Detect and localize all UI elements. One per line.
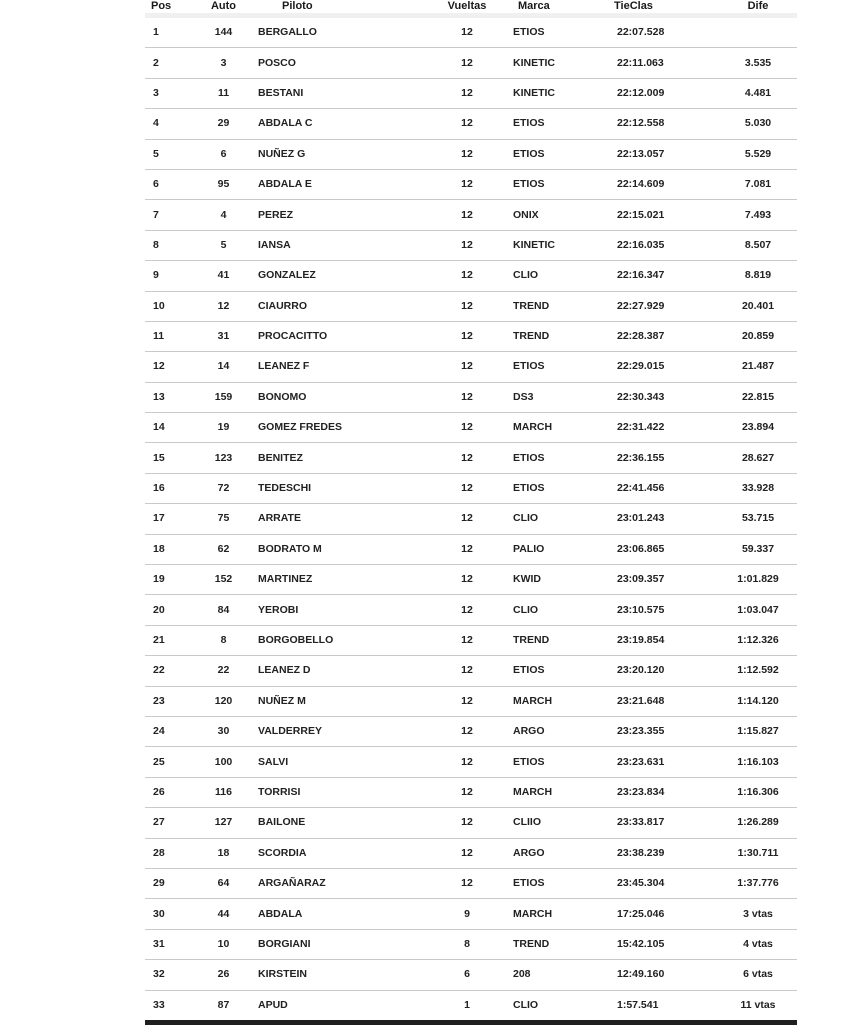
cell-dife: 3.535 (719, 48, 797, 78)
cell-marca: CLIO (502, 595, 598, 625)
cell-vueltas: 12 (432, 382, 502, 412)
cell-tieclas: 22:16.347 (598, 261, 719, 291)
cell-vueltas: 12 (432, 656, 502, 686)
cell-tieclas: 23:23.631 (598, 747, 719, 777)
cell-tieclas: 23:45.304 (598, 868, 719, 898)
cell-auto: 120 (201, 686, 246, 716)
cell-auto: 3 (201, 48, 246, 78)
cell-auto: 11 (201, 78, 246, 108)
cell-pos: 19 (145, 565, 201, 595)
table-row (145, 261, 797, 291)
cell-vueltas: 12 (432, 352, 502, 382)
cell-tieclas: 23:09.357 (598, 565, 719, 595)
cell-piloto: YEROBI (246, 595, 432, 625)
cell-auto: 100 (201, 747, 246, 777)
cell-vueltas: 12 (432, 16, 502, 48)
table-row (145, 291, 797, 321)
table-row (145, 899, 797, 929)
cell-piloto: IANSA (246, 230, 432, 260)
cell-auto: 116 (201, 777, 246, 807)
cell-auto: 144 (201, 16, 246, 48)
cell-pos: 22 (145, 656, 201, 686)
cell-vueltas: 12 (432, 230, 502, 260)
cell-dife: 20.401 (719, 291, 797, 321)
cell-piloto: LEANEZ F (246, 352, 432, 382)
cell-marca: MARCH (502, 777, 598, 807)
cell-pos: 30 (145, 899, 201, 929)
cell-auto: 72 (201, 473, 246, 503)
cell-auto: 18 (201, 838, 246, 868)
cell-piloto: ARRATE (246, 504, 432, 534)
cell-auto: 30 (201, 716, 246, 746)
cell-dife: 21.487 (719, 352, 797, 382)
cell-marca: ETIOS (502, 443, 598, 473)
cell-dife: 1:37.776 (719, 868, 797, 898)
cell-tieclas: 23:01.243 (598, 504, 719, 534)
cell-vueltas: 12 (432, 747, 502, 777)
cell-auto: 31 (201, 321, 246, 351)
cell-marca: ETIOS (502, 473, 598, 503)
cell-piloto: APUD (246, 990, 432, 1022)
cell-marca: CLIO (502, 990, 598, 1022)
cell-piloto: PROCACITTO (246, 321, 432, 351)
cell-pos: 32 (145, 960, 201, 990)
table-row (145, 686, 797, 716)
cell-tieclas: 22:36.155 (598, 443, 719, 473)
cell-auto: 6 (201, 139, 246, 169)
cell-dife: 22.815 (719, 382, 797, 412)
cell-tieclas: 23:21.648 (598, 686, 719, 716)
cell-piloto: BORGOBELLO (246, 625, 432, 655)
cell-dife: 1:14.120 (719, 686, 797, 716)
cell-dife (719, 16, 797, 48)
cell-vueltas: 12 (432, 838, 502, 868)
cell-marca: 208 (502, 960, 598, 990)
cell-tieclas: 17:25.046 (598, 899, 719, 929)
cell-auto: 41 (201, 261, 246, 291)
table-row (145, 808, 797, 838)
cell-piloto: ABDALA C (246, 109, 432, 139)
cell-piloto: BORGIANI (246, 929, 432, 959)
cell-vueltas: 12 (432, 109, 502, 139)
cell-marca: DS3 (502, 382, 598, 412)
cell-vueltas: 12 (432, 777, 502, 807)
cell-dife: 1:12.326 (719, 625, 797, 655)
table-row (145, 716, 797, 746)
cell-marca: TREND (502, 625, 598, 655)
cell-marca: ETIOS (502, 139, 598, 169)
table-row (145, 443, 797, 473)
cell-marca: ETIOS (502, 656, 598, 686)
cell-tieclas: 22:30.343 (598, 382, 719, 412)
cell-dife: 6 vtas (719, 960, 797, 990)
cell-pos: 26 (145, 777, 201, 807)
cell-dife: 1:16.103 (719, 747, 797, 777)
cell-tieclas: 22:11.063 (598, 48, 719, 78)
cell-piloto: ARGAÑARAZ (246, 868, 432, 898)
cell-tieclas: 22:13.057 (598, 139, 719, 169)
cell-auto: 87 (201, 990, 246, 1022)
cell-auto: 127 (201, 808, 246, 838)
cell-marca: ETIOS (502, 169, 598, 199)
cell-pos: 24 (145, 716, 201, 746)
cell-vueltas: 12 (432, 595, 502, 625)
cell-dife: 8.507 (719, 230, 797, 260)
cell-auto: 8 (201, 625, 246, 655)
cell-piloto: GONZALEZ (246, 261, 432, 291)
cell-tieclas: 22:15.021 (598, 200, 719, 230)
cell-auto: 29 (201, 109, 246, 139)
table-row (145, 656, 797, 686)
cell-pos: 12 (145, 352, 201, 382)
cell-dife: 4.481 (719, 78, 797, 108)
cell-piloto: CIAURRO (246, 291, 432, 321)
cell-auto: 19 (201, 413, 246, 443)
cell-pos: 10 (145, 291, 201, 321)
cell-tieclas: 15:42.105 (598, 929, 719, 959)
cell-auto: 44 (201, 899, 246, 929)
cell-pos: 18 (145, 534, 201, 564)
cell-tieclas: 23:19.854 (598, 625, 719, 655)
cell-piloto: NUÑEZ G (246, 139, 432, 169)
cell-vueltas: 8 (432, 929, 502, 959)
cell-pos: 1 (145, 16, 201, 48)
cell-piloto: VALDERREY (246, 716, 432, 746)
cell-vueltas: 12 (432, 534, 502, 564)
cell-dife: 20.859 (719, 321, 797, 351)
cell-tieclas: 1:57.541 (598, 990, 719, 1022)
cell-piloto: LEANEZ D (246, 656, 432, 686)
cell-tieclas: 23:20.120 (598, 656, 719, 686)
cell-piloto: ABDALA E (246, 169, 432, 199)
cell-vueltas: 12 (432, 625, 502, 655)
cell-tieclas: 22:41.456 (598, 473, 719, 503)
column-header-tieclas: TieClas (598, 0, 719, 16)
cell-tieclas: 23:23.355 (598, 716, 719, 746)
cell-piloto: BODRATO M (246, 534, 432, 564)
race-results-panel (145, 0, 779, 1024)
cell-auto: 12 (201, 291, 246, 321)
table-row (145, 565, 797, 595)
table-row (145, 16, 797, 48)
table-row (145, 929, 797, 959)
cell-dife: 3 vtas (719, 899, 797, 929)
cell-vueltas: 12 (432, 808, 502, 838)
cell-piloto: TORRISI (246, 777, 432, 807)
cell-piloto: NUÑEZ M (246, 686, 432, 716)
cell-vueltas: 9 (432, 899, 502, 929)
cell-pos: 33 (145, 990, 201, 1022)
cell-vueltas: 12 (432, 48, 502, 78)
cell-marca: ONIX (502, 200, 598, 230)
cell-tieclas: 22:31.422 (598, 413, 719, 443)
cell-auto: 64 (201, 868, 246, 898)
cell-dife: 1:01.829 (719, 565, 797, 595)
cell-marca: KINETIC (502, 78, 598, 108)
cell-piloto: KIRSTEIN (246, 960, 432, 990)
cell-vueltas: 1 (432, 990, 502, 1022)
cell-pos: 28 (145, 838, 201, 868)
cell-marca: TREND (502, 929, 598, 959)
table-row (145, 504, 797, 534)
table-row (145, 200, 797, 230)
cell-auto: 159 (201, 382, 246, 412)
cell-pos: 25 (145, 747, 201, 777)
cell-marca: ETIOS (502, 868, 598, 898)
cell-marca: TREND (502, 321, 598, 351)
table-row (145, 139, 797, 169)
cell-auto: 84 (201, 595, 246, 625)
cell-marca: TREND (502, 291, 598, 321)
table-row (145, 169, 797, 199)
cell-pos: 2 (145, 48, 201, 78)
table-row (145, 777, 797, 807)
table-row (145, 413, 797, 443)
table-row (145, 838, 797, 868)
cell-dife: 1:26.289 (719, 808, 797, 838)
column-header-marca: Marca (502, 0, 598, 16)
cell-auto: 14 (201, 352, 246, 382)
table-row (145, 48, 797, 78)
cell-vueltas: 12 (432, 169, 502, 199)
cell-marca: ETIOS (502, 109, 598, 139)
cell-auto: 5 (201, 230, 246, 260)
table-row (145, 595, 797, 625)
cell-vueltas: 12 (432, 200, 502, 230)
cell-dife: 28.627 (719, 443, 797, 473)
cell-piloto: BERGALLO (246, 16, 432, 48)
cell-tieclas: 22:27.929 (598, 291, 719, 321)
cell-piloto: ABDALA (246, 899, 432, 929)
cell-marca: CLIO (502, 504, 598, 534)
cell-tieclas: 23:38.239 (598, 838, 719, 868)
cell-dife: 5.030 (719, 109, 797, 139)
cell-dife: 8.819 (719, 261, 797, 291)
cell-tieclas: 23:06.865 (598, 534, 719, 564)
cell-marca: ARGO (502, 838, 598, 868)
cell-vueltas: 12 (432, 473, 502, 503)
column-header-piloto: Piloto (246, 0, 432, 16)
cell-piloto: PEREZ (246, 200, 432, 230)
cell-pos: 7 (145, 200, 201, 230)
cell-piloto: SCORDIA (246, 838, 432, 868)
race-results-table (145, 0, 797, 1025)
column-header-pos: Pos (145, 0, 201, 16)
cell-tieclas: 22:07.528 (598, 16, 719, 48)
table-row (145, 78, 797, 108)
table-row (145, 473, 797, 503)
cell-dife: 1:12.592 (719, 656, 797, 686)
cell-auto: 22 (201, 656, 246, 686)
cell-vueltas: 12 (432, 565, 502, 595)
cell-pos: 23 (145, 686, 201, 716)
cell-marca: ETIOS (502, 16, 598, 48)
cell-marca: CLIIO (502, 808, 598, 838)
cell-dife: 11 vtas (719, 990, 797, 1022)
cell-pos: 11 (145, 321, 201, 351)
cell-dife: 1:30.711 (719, 838, 797, 868)
cell-marca: ETIOS (502, 747, 598, 777)
cell-pos: 4 (145, 109, 201, 139)
cell-dife: 59.337 (719, 534, 797, 564)
cell-tieclas: 22:12.558 (598, 109, 719, 139)
cell-vueltas: 12 (432, 261, 502, 291)
cell-dife: 5.529 (719, 139, 797, 169)
table-row (145, 747, 797, 777)
cell-dife: 33.928 (719, 473, 797, 503)
cell-tieclas: 23:23.834 (598, 777, 719, 807)
cell-piloto: BAILONE (246, 808, 432, 838)
cell-pos: 13 (145, 382, 201, 412)
cell-piloto: BENITEZ (246, 443, 432, 473)
cell-marca: KWID (502, 565, 598, 595)
cell-marca: ETIOS (502, 352, 598, 382)
cell-marca: KINETIC (502, 230, 598, 260)
cell-marca: CLIO (502, 261, 598, 291)
cell-pos: 14 (145, 413, 201, 443)
column-header-dife: Dife (719, 0, 797, 16)
cell-tieclas: 22:14.609 (598, 169, 719, 199)
cell-pos: 29 (145, 868, 201, 898)
cell-vueltas: 12 (432, 139, 502, 169)
cell-piloto: MARTINEZ (246, 565, 432, 595)
cell-auto: 95 (201, 169, 246, 199)
column-header-vueltas: Vueltas (432, 0, 502, 16)
cell-marca: ARGO (502, 716, 598, 746)
table-row (145, 534, 797, 564)
header-row (145, 0, 797, 16)
cell-pos: 6 (145, 169, 201, 199)
cell-piloto: TEDESCHI (246, 473, 432, 503)
table-row (145, 321, 797, 351)
cell-tieclas: 22:12.009 (598, 78, 719, 108)
cell-pos: 9 (145, 261, 201, 291)
table-row (145, 625, 797, 655)
table-row (145, 960, 797, 990)
cell-tieclas: 12:49.160 (598, 960, 719, 990)
cell-pos: 20 (145, 595, 201, 625)
table-row (145, 352, 797, 382)
cell-piloto: POSCO (246, 48, 432, 78)
cell-vueltas: 12 (432, 443, 502, 473)
cell-dife: 1:16.306 (719, 777, 797, 807)
cell-dife: 53.715 (719, 504, 797, 534)
cell-pos: 21 (145, 625, 201, 655)
cell-marca: MARCH (502, 686, 598, 716)
cell-pos: 8 (145, 230, 201, 260)
cell-piloto: BESTANI (246, 78, 432, 108)
cell-dife: 1:15.827 (719, 716, 797, 746)
table-row (145, 230, 797, 260)
cell-vueltas: 12 (432, 291, 502, 321)
cell-piloto: SALVI (246, 747, 432, 777)
cell-tieclas: 22:16.035 (598, 230, 719, 260)
cell-dife: 7.493 (719, 200, 797, 230)
cell-dife: 23.894 (719, 413, 797, 443)
cell-marca: MARCH (502, 413, 598, 443)
cell-pos: 31 (145, 929, 201, 959)
cell-vueltas: 12 (432, 413, 502, 443)
cell-pos: 15 (145, 443, 201, 473)
cell-auto: 62 (201, 534, 246, 564)
cell-dife: 7.081 (719, 169, 797, 199)
cell-pos: 16 (145, 473, 201, 503)
cell-tieclas: 23:10.575 (598, 595, 719, 625)
cell-pos: 5 (145, 139, 201, 169)
table-row (145, 382, 797, 412)
cell-auto: 152 (201, 565, 246, 595)
cell-vueltas: 12 (432, 504, 502, 534)
cell-vueltas: 12 (432, 321, 502, 351)
cell-auto: 4 (201, 200, 246, 230)
table-row (145, 990, 797, 1022)
cell-dife: 1:03.047 (719, 595, 797, 625)
table-body (145, 16, 797, 1023)
cell-vueltas: 12 (432, 78, 502, 108)
cell-auto: 10 (201, 929, 246, 959)
cell-piloto: BONOMO (246, 382, 432, 412)
table-row (145, 868, 797, 898)
cell-auto: 26 (201, 960, 246, 990)
cell-tieclas: 22:28.387 (598, 321, 719, 351)
cell-pos: 3 (145, 78, 201, 108)
cell-vueltas: 12 (432, 686, 502, 716)
column-header-auto: Auto (201, 0, 246, 16)
cell-marca: PALIO (502, 534, 598, 564)
cell-tieclas: 22:29.015 (598, 352, 719, 382)
cell-vueltas: 12 (432, 716, 502, 746)
table-header (145, 0, 797, 16)
cell-tieclas: 23:33.817 (598, 808, 719, 838)
cell-vueltas: 6 (432, 960, 502, 990)
table-row (145, 109, 797, 139)
cell-pos: 17 (145, 504, 201, 534)
cell-auto: 123 (201, 443, 246, 473)
cell-piloto: GOMEZ FREDES (246, 413, 432, 443)
cell-dife: 4 vtas (719, 929, 797, 959)
cell-marca: KINETIC (502, 48, 598, 78)
cell-auto: 75 (201, 504, 246, 534)
cell-marca: MARCH (502, 899, 598, 929)
cell-vueltas: 12 (432, 868, 502, 898)
cell-pos: 27 (145, 808, 201, 838)
